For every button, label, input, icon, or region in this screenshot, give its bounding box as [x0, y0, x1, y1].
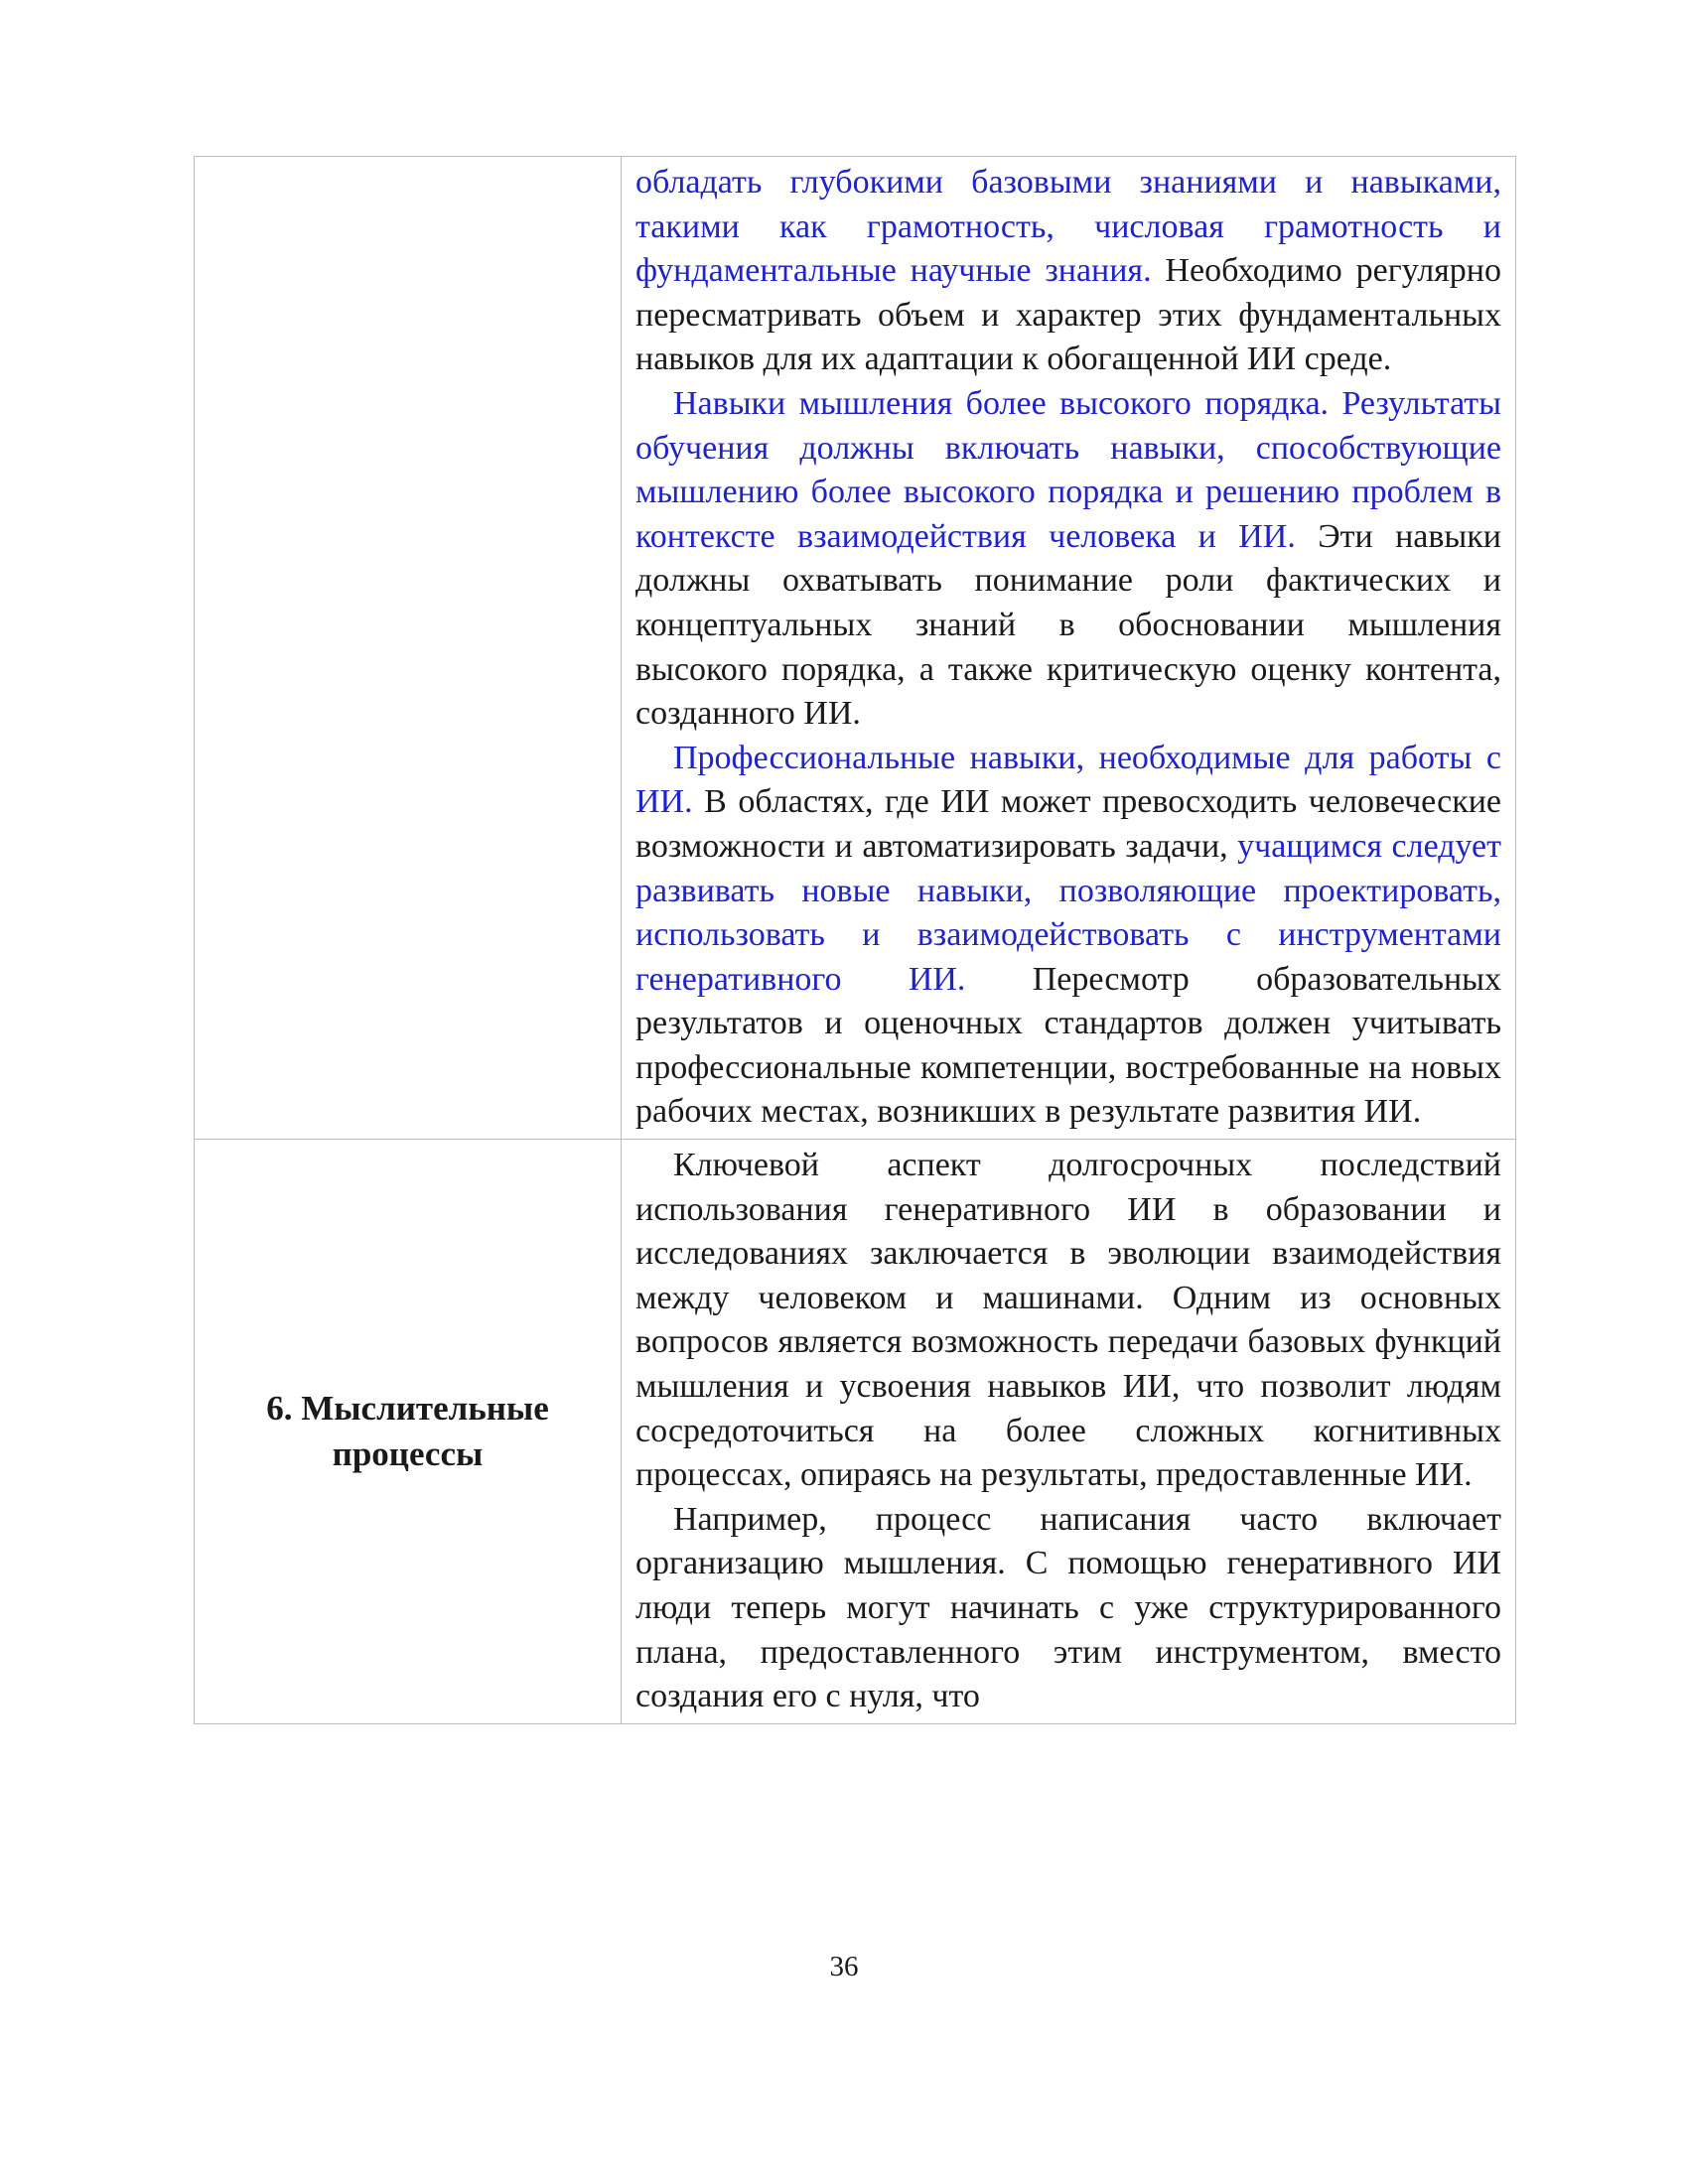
section-heading-line1: 6. Мыслительные: [266, 1388, 549, 1428]
paragraph-higher-order-thinking: [635, 382, 1501, 737]
body-text: Эти навыки должны охватывать понимание роли фактических и концептуальных знаний в обосновании мышления высокого порядка, а также критическую оценку контента, созданного ИИ.: [635, 517, 1501, 733]
paragraph-key-aspect: Ключевой аспект долгосрочных последствий использования генеративного ИИ в образовании и исследованиях заключается в эволюции взаимодействия между человеком и машинами. Одним из основных вопросов является возможность передачи базовых функций мышления и усвоения навыков ИИ, что позволит людям сосредоточиться на более сложных когнитивных процессах, опираясь на результаты, предоставленные ИИ.: [635, 1147, 1501, 1494]
body-text: В областях, где ИИ может превосходить человеческие возможности и автоматизировать задачи,: [635, 783, 1501, 865]
paragraph-writing-example: Например, процесс написания часто включает организацию мышления. С помощью генеративного ИИ люди теперь могут начинать с уже структурированного плана, предоставленного этим инструментом, вместо создания его с нуля, что: [635, 1500, 1501, 1715]
table-row: [195, 157, 1516, 1140]
row2-left-cell: [195, 1140, 622, 1724]
highlighted-text: Профессиональные навыки, необходимые для работы с ИИ.: [635, 739, 1501, 821]
page-number: 36: [829, 1951, 859, 1982]
row1-left-cell: [195, 157, 622, 1140]
section-heading: [195, 1386, 621, 1477]
highlighted-text: Навыки мышления более высокого порядка. Результаты обучения должны включать навыки, способствующие мышлению более высокого порядка и решению проблем в контексте взаимодействия человека и ИИ.: [635, 384, 1501, 555]
paragraph-professional-skills: [635, 737, 1501, 1135]
paragraph-basic-skills: [635, 161, 1501, 382]
table-row: [195, 1140, 1516, 1724]
body-text: Необходимо регулярно пересматривать объем и характер этих фундаментальных навыков для их адаптации к обогащенной ИИ среде.: [635, 252, 1501, 378]
highlighted-text: учащимся следует развивать новые навыки, позволяющие проектировать, использовать и взаимодействовать с инструментами генеративного ИИ.: [635, 827, 1502, 998]
body-text: Пересмотр образовательных результатов и оценочных стандартов должен учитывать профессиональные компетенции, востребованные на новых рабочих местах, возникших в результате развития ИИ.: [635, 960, 1501, 1131]
highlighted-text: обладать глубокими базовыми знаниями и навыками, такими как грамотность, числовая грамотность и фундаментальные научные знания.: [635, 164, 1501, 290]
content-table: [194, 156, 1516, 1724]
row2-right-cell: [622, 1140, 1516, 1724]
section-heading-line2: процессы: [332, 1433, 484, 1473]
row1-right-cell: [622, 157, 1516, 1140]
